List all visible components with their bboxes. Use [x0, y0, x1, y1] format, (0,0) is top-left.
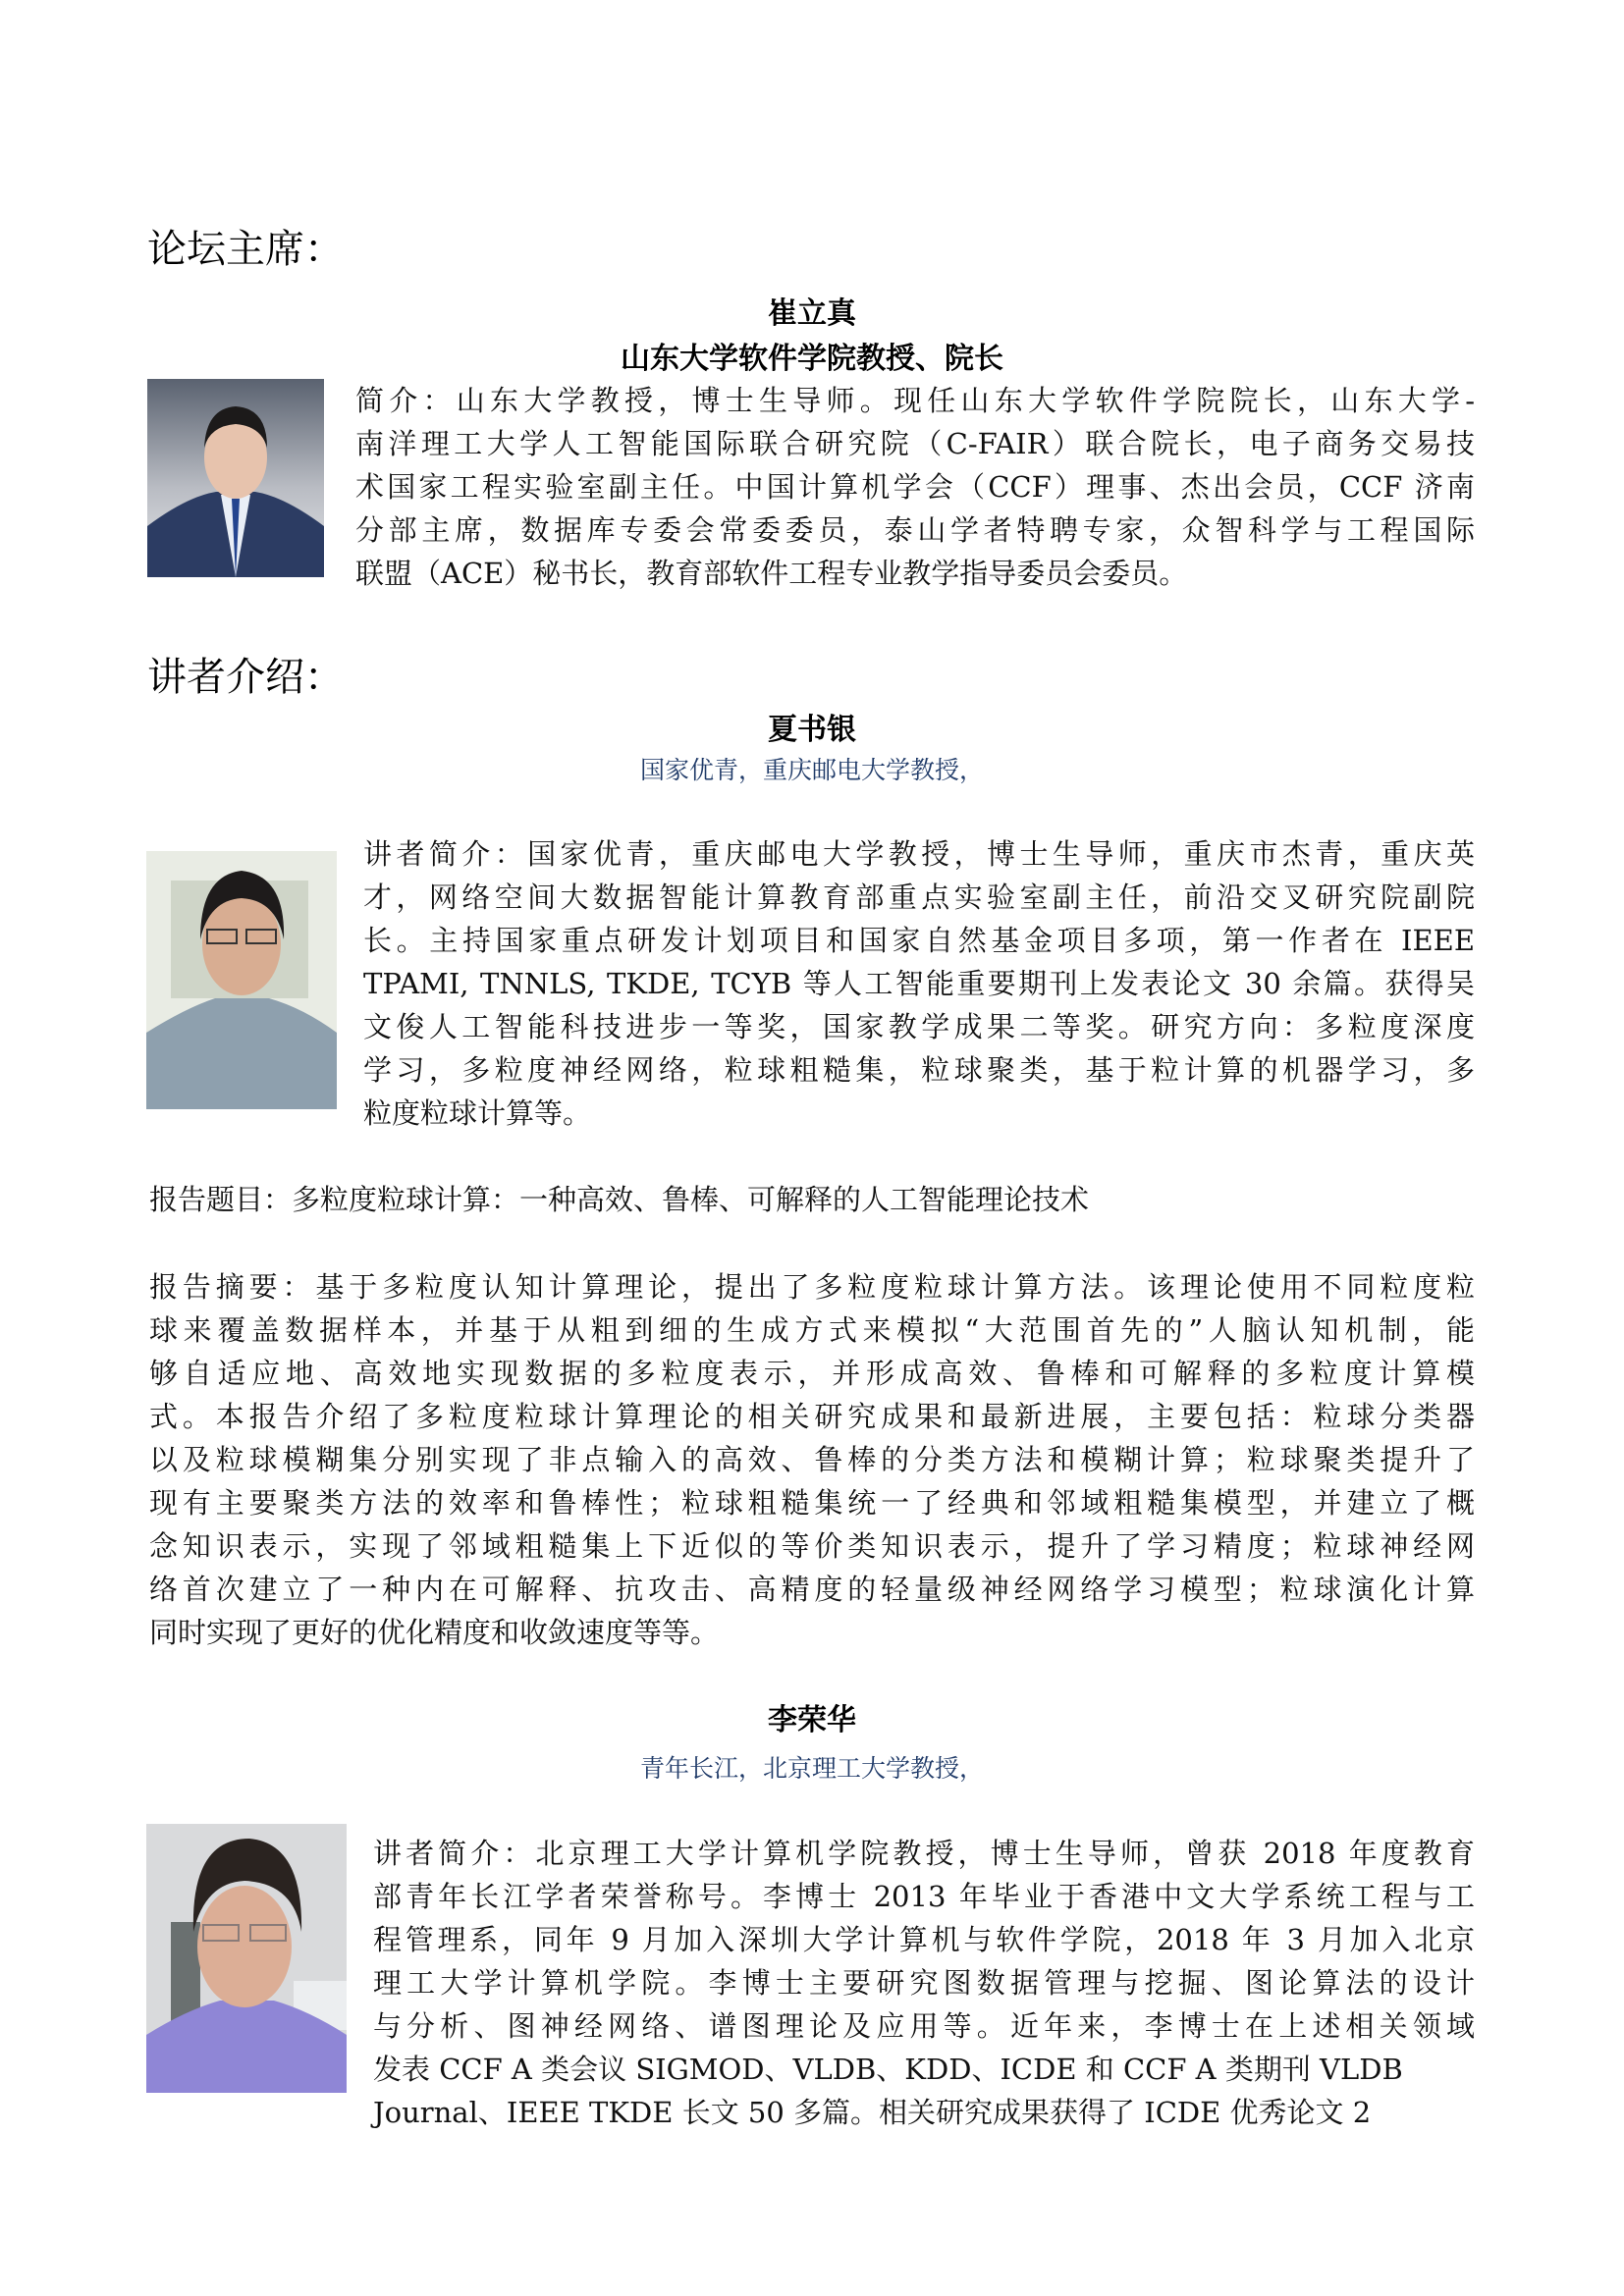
bio-line: 讲者简介：国家优青，重庆邮电大学教授，博士生导师，重庆市杰青，重庆英 [363, 837, 1475, 871]
bio-line: 文俊人工智能科技进步一等奖，国家教学成果二等奖。研究方向：多粒度深度 [363, 1010, 1475, 1043]
bio-line: 讲者简介：北京理工大学计算机学院教授，博士生导师，曾获 2018 年度教育 [373, 1837, 1475, 1870]
speaker-bio [373, 1832, 1475, 2134]
speaker-photo [146, 1824, 347, 2093]
bio-line: 部青年长江学者荣誉称号。李博士 2013 年毕业于香港中文大学系统工程与工 [373, 1880, 1475, 1913]
portrait-photo-icon [147, 379, 324, 577]
bio-line: 学习，多粒度神经网络，粒球粗糙集，粒球聚类，基于粒计算的机器学习，多 [363, 1053, 1475, 1087]
bio-line: 长。主持国家重点研发计划项目和国家自然基金项目多项，第一作者在 IEEE [363, 924, 1475, 957]
speaker-subtitle: 青年长江，北京理工大学教授， [639, 1754, 984, 1783]
chair-title: 山东大学软件学院教授、院长 [621, 342, 1003, 376]
abstract-line: 报告摘要：基于多粒度认知计算理论，提出了多粒度粒球计算方法。该理论使用不同粒度粒 [149, 1270, 1475, 1304]
abstract-line: 式。本报告介绍了多粒度粒球计算理论的相关研究成果和最新进展，主要包括：粒球分类器 [149, 1400, 1475, 1433]
bio-line: 程管理系，同年 9 月加入深圳大学计算机与软件学院，2018 年 3 月加入北京 [373, 1923, 1475, 1956]
bio-line: 粒度粒球计算等。 [363, 1096, 592, 1130]
bio-line: 南洋理工大学人工智能国际联合研究院（C-FAIR）联合院长，电子商务交易技 [355, 427, 1475, 460]
bio-line: 发表 CCF A 类会议 SIGMOD、VLDB、KDD、ICDE 和 CCF A 类期刊 VLDB [373, 2053, 1403, 2086]
chair-photo [147, 379, 324, 577]
abstract-line: 络首次建立了一种内在可解释、抗攻击、高精度的轻量级神经网络学习模型；粒球演化计算 [149, 1573, 1475, 1606]
bio-line: TPAMI, TNNLS, TKDE, TCYB 等人工智能重要期刊上发表论文 30 余篇。获得吴 [363, 967, 1475, 1000]
portrait-photo-icon [146, 851, 337, 1109]
speaker-name: 夏书银 [768, 713, 856, 747]
speakers-heading: 讲者介绍： [147, 655, 344, 700]
bio-line: 术国家工程实验室副主任。中国计算机学会（CCF）理事、杰出会员，CCF 济南 [355, 470, 1475, 504]
report-title-text: 报告题目：多粒度粒球计算：一种高效、鲁棒、可解释的人工智能理论技术 [149, 1183, 1090, 1216]
bio-line: 理工大学计算机学院。李博士主要研究图数据管理与挖掘、图论算法的设计 [373, 1966, 1475, 2000]
forum-chair-heading: 论坛主席： [147, 227, 344, 272]
bio-line: Journal、IEEE TKDE 长文 50 多篇。相关研究成果获得了 ICDE 优秀论文 2 [373, 2096, 1372, 2129]
chair-name: 崔立真 [768, 296, 856, 331]
speaker-name: 李荣华 [768, 1703, 856, 1737]
bio-line: 分部主席，数据库专委会常委委员，泰山学者特聘专家，众智科学与工程国际 [355, 513, 1475, 547]
speaker-photo [146, 851, 337, 1109]
bio-line: 才，网络空间大数据智能计算教育部重点实验室副主任，前沿交叉研究院副院 [363, 881, 1475, 914]
speaker-subtitle: 国家优青，重庆邮电大学教授， [639, 756, 984, 784]
abstract-line: 现有主要聚类方法的效率和鲁棒性；粒球粗糙集统一了经典和邻域粗糙集模型，并建立了概 [149, 1486, 1475, 1520]
portrait-photo-icon [146, 1824, 347, 2093]
abstract-line: 球来覆盖数据样本，并基于从粗到细的生成方式来模拟“大范围首先的”人脑认知机制，能 [149, 1313, 1475, 1347]
speaker-bio [363, 832, 1475, 1135]
report-abstract [149, 1265, 1475, 1654]
bio-line: 联盟（ACE）秘书长，教育部软件工程专业教学指导委员会委员。 [355, 557, 1188, 590]
chair-bio [355, 379, 1475, 595]
abstract-line: 念知识表示，实现了邻域粗糙集上下近似的等价类知识表示，提升了学习精度；粒球神经网 [149, 1529, 1475, 1563]
bio-line: 与分析、图神经网络、谱图理论及应用等。近年来，李博士在上述相关领域 [373, 2009, 1475, 2043]
abstract-line: 以及粒球模糊集分别实现了非点输入的高效、鲁棒的分类方法和模糊计算；粒球聚类提升了 [149, 1443, 1475, 1476]
abstract-line: 同时实现了更好的优化精度和收敛速度等等。 [149, 1616, 720, 1649]
report-title [149, 1178, 1485, 1221]
abstract-line: 够自适应地、高效地实现数据的多粒度表示，并形成高效、鲁棒和可解释的多粒度计算模 [149, 1357, 1475, 1390]
bio-line: 简介：山东大学教授，博士生导师。现任山东大学软件学院院长，山东大学- [355, 384, 1475, 417]
